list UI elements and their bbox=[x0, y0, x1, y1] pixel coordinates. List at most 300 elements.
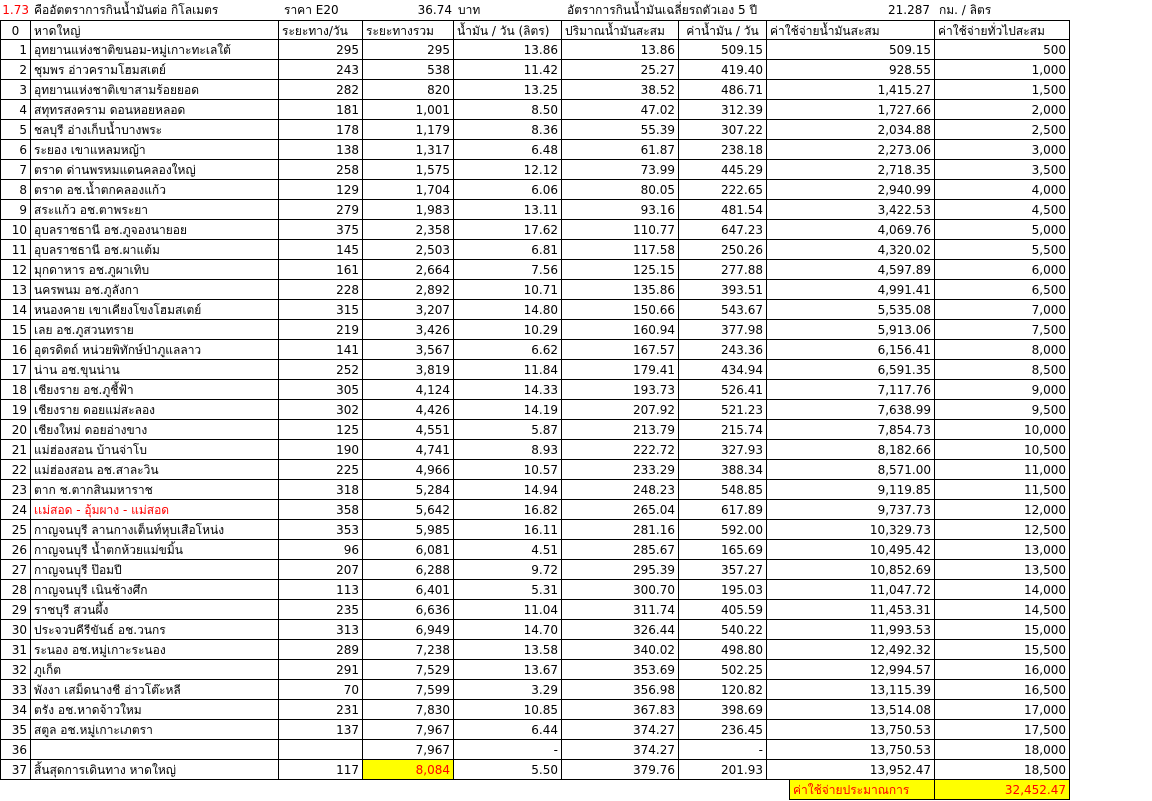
cell-fuel-cum: 367.83 bbox=[562, 700, 679, 720]
cell-no: 23 bbox=[0, 480, 31, 500]
cell-cost-cum: 7,117.76 bbox=[767, 380, 935, 400]
cell-general-cum: 18,000 bbox=[935, 740, 1070, 760]
table-row bbox=[0, 740, 1070, 760]
cell-cost-cum: 2,034.88 bbox=[767, 120, 935, 140]
cell-no: 31 bbox=[0, 640, 31, 660]
cell-cost-day: 307.22 bbox=[679, 120, 767, 140]
cell-dist-day: 282 bbox=[279, 80, 363, 100]
cell-place: แม่ฮ่องสอน อช.สาละวิน bbox=[31, 460, 279, 480]
header-no: 0 bbox=[0, 20, 31, 40]
avg-consumption-label: อัตราการกินน้ำมันเฉลี่ยรถตัวเอง 5 ปี bbox=[567, 3, 758, 17]
cell-place: อุทยานแห่งชาติขนอม-หมู่เกาะทะเลใต้ bbox=[31, 40, 279, 60]
cell-no: 15 bbox=[0, 320, 31, 340]
cell-dist-day: 258 bbox=[279, 160, 363, 180]
cell-dist-day: 295 bbox=[279, 40, 363, 60]
cell-dist-total: 6,949 bbox=[363, 620, 454, 640]
cell-general-cum: 6,500 bbox=[935, 280, 1070, 300]
cell-place: ตรัง อช.หาดจ้าวใหม bbox=[31, 700, 279, 720]
cell-cost-cum: 5,913.06 bbox=[767, 320, 935, 340]
cell-fuel-day: - bbox=[454, 740, 562, 760]
cell-no: 36 bbox=[0, 740, 31, 760]
cell-fuel-cum: 167.57 bbox=[562, 340, 679, 360]
cell-fuel-cum: 233.29 bbox=[562, 460, 679, 480]
cell-dist-day: 181 bbox=[279, 100, 363, 120]
cell-dist-total: 7,599 bbox=[363, 680, 454, 700]
cell-dist-day: 125 bbox=[279, 420, 363, 440]
cell-place: พังงา เสม็ดนางชี อ่าวโต๊ะหลี bbox=[31, 680, 279, 700]
info-row bbox=[0, 0, 1152, 20]
cell-fuel-cum: 73.99 bbox=[562, 160, 679, 180]
cell-general-cum: 7,000 bbox=[935, 300, 1070, 320]
cell-place: เลย อช.ภูสวนทราย bbox=[31, 320, 279, 340]
cell-place: กาญจนบุรี ป๊อมปี bbox=[31, 560, 279, 580]
cell-dist-total: 1,001 bbox=[363, 100, 454, 120]
cell-no: 20 bbox=[0, 420, 31, 440]
cell-dist-total: 7,967 bbox=[363, 740, 454, 760]
header-fuel-day: น้ำมัน / วัน (ลิตร) bbox=[454, 20, 562, 40]
table-row bbox=[0, 60, 1070, 80]
cell-cost-cum: 8,571.00 bbox=[767, 460, 935, 480]
cell-no: 17 bbox=[0, 360, 31, 380]
cell-fuel-day: 7.56 bbox=[454, 260, 562, 280]
cell-fuel-cum: 213.79 bbox=[562, 420, 679, 440]
cell-cost-cum: 9,737.73 bbox=[767, 500, 935, 520]
cell-cost-cum: 8,182.66 bbox=[767, 440, 935, 460]
cell-dist-total: 6,288 bbox=[363, 560, 454, 580]
cell-no: 11 bbox=[0, 240, 31, 260]
table-row bbox=[0, 380, 1070, 400]
cell-general-cum: 18,500 bbox=[935, 760, 1070, 780]
cell-cost-cum: 11,453.31 bbox=[767, 600, 935, 620]
header-row bbox=[0, 20, 1070, 40]
cell-fuel-cum: 295.39 bbox=[562, 560, 679, 580]
table-row bbox=[0, 120, 1070, 140]
cell-cost-day: 548.85 bbox=[679, 480, 767, 500]
cell-place: ชุมพร อ่าวครามโฮมสเตย์ bbox=[31, 60, 279, 80]
fuel-ratio-label: คืออัตตราการกินน้ำมันต่อ กิโลเมตร bbox=[34, 3, 219, 17]
cell-cost-cum: 509.15 bbox=[767, 40, 935, 60]
table-row bbox=[0, 100, 1070, 120]
cell-no: 37 bbox=[0, 760, 31, 780]
cell-place: ราชบุรี สวนผึ้ง bbox=[31, 600, 279, 620]
cell-fuel-day: 14.94 bbox=[454, 480, 562, 500]
cell-dist-day: 96 bbox=[279, 540, 363, 560]
cell-place: ระนอง อช.หมู่เกาะระนอง bbox=[31, 640, 279, 660]
cell-fuel-cum: 55.39 bbox=[562, 120, 679, 140]
cell-no: 10 bbox=[0, 220, 31, 240]
cell-dist-total: 2,664 bbox=[363, 260, 454, 280]
cell-dist-total: 3,819 bbox=[363, 360, 454, 380]
cell-place: ภูเก็ต bbox=[31, 660, 279, 680]
cell-dist-total: 1,704 bbox=[363, 180, 454, 200]
cell-dist-total: 2,892 bbox=[363, 280, 454, 300]
cell-cost-cum: 2,718.35 bbox=[767, 160, 935, 180]
cell-fuel-day: 9.72 bbox=[454, 560, 562, 580]
cell-dist-day: 302 bbox=[279, 400, 363, 420]
cell-fuel-cum: 222.72 bbox=[562, 440, 679, 460]
cell-cost-day: 498.80 bbox=[679, 640, 767, 660]
cell-dist-total: 5,284 bbox=[363, 480, 454, 500]
cell-dist-day: 235 bbox=[279, 600, 363, 620]
cell-cost-cum: 4,991.41 bbox=[767, 280, 935, 300]
cell-no: 21 bbox=[0, 440, 31, 460]
estimated-cost-label: ค่าใช้จ่ายประมาณการ bbox=[789, 780, 935, 800]
cell-fuel-cum: 61.87 bbox=[562, 140, 679, 160]
cell-cost-day: 222.65 bbox=[679, 180, 767, 200]
cell-dist-day: 315 bbox=[279, 300, 363, 320]
cell-fuel-day: 6.62 bbox=[454, 340, 562, 360]
cell-dist-total: 3,207 bbox=[363, 300, 454, 320]
cell-fuel-cum: 93.16 bbox=[562, 200, 679, 220]
cell-dist-day: 113 bbox=[279, 580, 363, 600]
cell-no: 1 bbox=[0, 40, 31, 60]
cell-general-cum: 15,500 bbox=[935, 640, 1070, 660]
cell-dist-total: 7,967 bbox=[363, 720, 454, 740]
cell-place: หนองคาย เขาเคียงโขงโฮมสเตย์ bbox=[31, 300, 279, 320]
price-value: 36.74 bbox=[417, 3, 452, 17]
cell-cost-cum: 7,638.99 bbox=[767, 400, 935, 420]
estimated-cost-value: 32,452.47 bbox=[935, 780, 1070, 800]
table-row bbox=[0, 600, 1070, 620]
cell-cost-day: 195.03 bbox=[679, 580, 767, 600]
cell-fuel-day: 13.11 bbox=[454, 200, 562, 220]
cell-cost-cum: 13,514.08 bbox=[767, 700, 935, 720]
cell-cost-day: 526.41 bbox=[679, 380, 767, 400]
table-row bbox=[0, 220, 1070, 240]
cell-dist-total: 1,983 bbox=[363, 200, 454, 220]
cell-no: 13 bbox=[0, 280, 31, 300]
cell-no: 4 bbox=[0, 100, 31, 120]
header-cost-day: ค่าน้ำมัน / วัน bbox=[679, 20, 767, 40]
cell-dist-day: 190 bbox=[279, 440, 363, 460]
cell-dist-day: 70 bbox=[279, 680, 363, 700]
cell-general-cum: 1,000 bbox=[935, 60, 1070, 80]
cell-fuel-day: 11.04 bbox=[454, 600, 562, 620]
cell-general-cum: 4,500 bbox=[935, 200, 1070, 220]
cell-place: สทุทรสงคราม ดอนหอยหลอด bbox=[31, 100, 279, 120]
cell-cost-cum: 7,854.73 bbox=[767, 420, 935, 440]
cell-no: 26 bbox=[0, 540, 31, 560]
table-row bbox=[0, 440, 1070, 460]
table-row bbox=[0, 180, 1070, 200]
cell-no: 9 bbox=[0, 200, 31, 220]
cell-cost-day: 419.40 bbox=[679, 60, 767, 80]
cell-fuel-cum: 38.52 bbox=[562, 80, 679, 100]
table-row bbox=[0, 560, 1070, 580]
cell-fuel-day: 6.81 bbox=[454, 240, 562, 260]
cell-fuel-cum: 281.16 bbox=[562, 520, 679, 540]
cell-dist-total: 2,503 bbox=[363, 240, 454, 260]
cell-no: 33 bbox=[0, 680, 31, 700]
avg-consumption-value: 21.287 bbox=[888, 3, 930, 17]
cell-cost-cum: 2,940.99 bbox=[767, 180, 935, 200]
cell-cost-day: 201.93 bbox=[679, 760, 767, 780]
table-row bbox=[0, 340, 1070, 360]
cell-no: 6 bbox=[0, 140, 31, 160]
cell-fuel-day: 16.82 bbox=[454, 500, 562, 520]
cell-fuel-day: 11.84 bbox=[454, 360, 562, 380]
cell-fuel-cum: 110.77 bbox=[562, 220, 679, 240]
header-fuel-cum: ปริมาณน้ำมันสะสม bbox=[562, 20, 679, 40]
cell-fuel-cum: 135.86 bbox=[562, 280, 679, 300]
cell-place: อุทยานแห่งชาติเขาสามร้อยยอด bbox=[31, 80, 279, 100]
cell-place: ชลบุรี อ่างเก็บน้ำบางพระ bbox=[31, 120, 279, 140]
table-row bbox=[0, 40, 1070, 60]
cell-dist-day: 138 bbox=[279, 140, 363, 160]
cell-fuel-day: 10.29 bbox=[454, 320, 562, 340]
cell-dist-day: 243 bbox=[279, 60, 363, 80]
cell-fuel-cum: 356.98 bbox=[562, 680, 679, 700]
cell-place: สตูล อช.หมู่เกาะเภตรา bbox=[31, 720, 279, 740]
cell-no: 16 bbox=[0, 340, 31, 360]
cell-dist-day: 279 bbox=[279, 200, 363, 220]
cell-fuel-cum: 340.02 bbox=[562, 640, 679, 660]
table-row bbox=[0, 460, 1070, 480]
cell-dist-day: 358 bbox=[279, 500, 363, 520]
cell-dist-total: 5,985 bbox=[363, 520, 454, 540]
cell-general-cum: 16,000 bbox=[935, 660, 1070, 680]
table-row bbox=[0, 660, 1070, 680]
cell-dist-total: 1,179 bbox=[363, 120, 454, 140]
cell-place: นครพนม อช.ภูลังกา bbox=[31, 280, 279, 300]
cell-cost-day: 502.25 bbox=[679, 660, 767, 680]
cell-place: น่าน อช.ขุนน่าน bbox=[31, 360, 279, 380]
cell-cost-day: 165.69 bbox=[679, 540, 767, 560]
cell-cost-cum: 13,750.53 bbox=[767, 720, 935, 740]
header-general-cum: ค่าใช้จ่ายทั่วไปสะสม bbox=[935, 20, 1070, 40]
cell-dist-day: 305 bbox=[279, 380, 363, 400]
cell-fuel-day: 16.11 bbox=[454, 520, 562, 540]
cell-no: 32 bbox=[0, 660, 31, 680]
cell-dist-day: 178 bbox=[279, 120, 363, 140]
cell-fuel-day: 14.80 bbox=[454, 300, 562, 320]
cell-dist-total: 8,084 bbox=[363, 760, 454, 780]
cell-place: ระยอง เขาแหลมหญ้า bbox=[31, 140, 279, 160]
cell-fuel-cum: 80.05 bbox=[562, 180, 679, 200]
cell-cost-cum: 11,993.53 bbox=[767, 620, 935, 640]
cell-dist-day: 231 bbox=[279, 700, 363, 720]
cell-dist-day: 252 bbox=[279, 360, 363, 380]
cell-cost-day: 393.51 bbox=[679, 280, 767, 300]
cell-dist-day: 207 bbox=[279, 560, 363, 580]
cell-cost-day: 215.74 bbox=[679, 420, 767, 440]
cell-general-cum: 1,500 bbox=[935, 80, 1070, 100]
cell-general-cum: 7,500 bbox=[935, 320, 1070, 340]
cell-cost-cum: 4,597.89 bbox=[767, 260, 935, 280]
cell-fuel-day: 13.58 bbox=[454, 640, 562, 660]
cell-fuel-cum: 179.41 bbox=[562, 360, 679, 380]
cell-place: เชียงใหม่ ดอยอ่างขาง bbox=[31, 420, 279, 440]
cell-cost-cum: 13,115.39 bbox=[767, 680, 935, 700]
cell-general-cum: 14,000 bbox=[935, 580, 1070, 600]
cell-dist-total: 6,081 bbox=[363, 540, 454, 560]
cell-cost-day: - bbox=[679, 740, 767, 760]
cell-cost-cum: 4,320.02 bbox=[767, 240, 935, 260]
cell-place: ตราด อช.น้ำตกคลองแก้ว bbox=[31, 180, 279, 200]
cell-cost-day: 592.00 bbox=[679, 520, 767, 540]
table-row bbox=[0, 680, 1070, 700]
table-row bbox=[0, 580, 1070, 600]
cell-dist-day: 219 bbox=[279, 320, 363, 340]
cell-fuel-day: 13.25 bbox=[454, 80, 562, 100]
cell-fuel-cum: 374.27 bbox=[562, 720, 679, 740]
cell-fuel-day: 4.51 bbox=[454, 540, 562, 560]
cell-fuel-cum: 300.70 bbox=[562, 580, 679, 600]
cell-dist-day: 291 bbox=[279, 660, 363, 680]
cell-general-cum: 17,500 bbox=[935, 720, 1070, 740]
cell-fuel-cum: 248.23 bbox=[562, 480, 679, 500]
cell-no: 24 bbox=[0, 500, 31, 520]
table-row bbox=[0, 640, 1070, 660]
table-row bbox=[0, 360, 1070, 380]
cell-dist-day: 225 bbox=[279, 460, 363, 480]
cell-cost-day: 405.59 bbox=[679, 600, 767, 620]
table-row bbox=[0, 280, 1070, 300]
cell-fuel-day: 6.48 bbox=[454, 140, 562, 160]
cell-fuel-day: 10.85 bbox=[454, 700, 562, 720]
cell-dist-total: 3,567 bbox=[363, 340, 454, 360]
cell-no: 12 bbox=[0, 260, 31, 280]
header-dist-total: ระยะทางรวม bbox=[363, 20, 454, 40]
cell-general-cum: 9,000 bbox=[935, 380, 1070, 400]
cell-general-cum: 17,000 bbox=[935, 700, 1070, 720]
cell-dist-total: 820 bbox=[363, 80, 454, 100]
cell-cost-cum: 4,069.76 bbox=[767, 220, 935, 240]
price-label: ราคา E20 bbox=[284, 3, 339, 17]
cell-place bbox=[31, 740, 279, 760]
cell-cost-day: 312.39 bbox=[679, 100, 767, 120]
cell-dist-day: 375 bbox=[279, 220, 363, 240]
cell-cost-day: 486.71 bbox=[679, 80, 767, 100]
cell-cost-cum: 10,852.69 bbox=[767, 560, 935, 580]
cell-place: ประจวบคีรีขันธ์ อช.วนกร bbox=[31, 620, 279, 640]
cell-fuel-day: 8.93 bbox=[454, 440, 562, 460]
cell-cost-day: 238.18 bbox=[679, 140, 767, 160]
cell-cost-day: 327.93 bbox=[679, 440, 767, 460]
cell-cost-cum: 10,495.42 bbox=[767, 540, 935, 560]
cell-general-cum: 13,500 bbox=[935, 560, 1070, 580]
cell-dist-total: 4,966 bbox=[363, 460, 454, 480]
cell-general-cum: 12,000 bbox=[935, 500, 1070, 520]
cell-general-cum: 500 bbox=[935, 40, 1070, 60]
cell-dist-total: 1,575 bbox=[363, 160, 454, 180]
cell-place: อุบลราชธานี อช.ภูจองนายอย bbox=[31, 220, 279, 240]
cell-cost-day: 647.23 bbox=[679, 220, 767, 240]
cell-dist-total: 6,401 bbox=[363, 580, 454, 600]
cell-cost-cum: 5,535.08 bbox=[767, 300, 935, 320]
cell-no: 30 bbox=[0, 620, 31, 640]
cell-cost-day: 540.22 bbox=[679, 620, 767, 640]
cell-fuel-day: 6.06 bbox=[454, 180, 562, 200]
cell-place: สิ้นสุดการเดินทาง หาดใหญ่ bbox=[31, 760, 279, 780]
table-row bbox=[0, 500, 1070, 520]
cell-place: ตราด ด่านพรหมแดนคลองใหญ่ bbox=[31, 160, 279, 180]
cell-no: 27 bbox=[0, 560, 31, 580]
cell-general-cum: 12,500 bbox=[935, 520, 1070, 540]
cell-fuel-day: 5.87 bbox=[454, 420, 562, 440]
cell-cost-cum: 11,047.72 bbox=[767, 580, 935, 600]
cell-dist-total: 4,551 bbox=[363, 420, 454, 440]
cell-fuel-cum: 193.73 bbox=[562, 380, 679, 400]
cell-no: 5 bbox=[0, 120, 31, 140]
table-row bbox=[0, 720, 1070, 740]
table-row bbox=[0, 520, 1070, 540]
table-row bbox=[0, 80, 1070, 100]
cell-cost-cum: 13,952.47 bbox=[767, 760, 935, 780]
cell-dist-total: 4,426 bbox=[363, 400, 454, 420]
cell-no: 25 bbox=[0, 520, 31, 540]
cell-fuel-cum: 285.67 bbox=[562, 540, 679, 560]
table-row bbox=[0, 400, 1070, 420]
summary-row bbox=[0, 780, 1070, 800]
cell-dist-day: 129 bbox=[279, 180, 363, 200]
cell-cost-day: 388.34 bbox=[679, 460, 767, 480]
table-row bbox=[0, 480, 1070, 500]
avg-consumption-unit: กม. / ลิตร bbox=[939, 3, 992, 17]
cell-dist-total: 4,741 bbox=[363, 440, 454, 460]
cell-cost-cum: 10,329.73 bbox=[767, 520, 935, 540]
cell-general-cum: 15,000 bbox=[935, 620, 1070, 640]
cell-fuel-day: 12.12 bbox=[454, 160, 562, 180]
cell-no: 7 bbox=[0, 160, 31, 180]
cell-cost-day: 277.88 bbox=[679, 260, 767, 280]
cell-place: เเม่สอด - อุ้มผาง - แม่สอด bbox=[31, 500, 279, 520]
cell-dist-total: 6,636 bbox=[363, 600, 454, 620]
header-dist-day: ระยะทาง/วัน bbox=[279, 20, 363, 40]
cell-no: 22 bbox=[0, 460, 31, 480]
cell-fuel-day: 14.19 bbox=[454, 400, 562, 420]
cell-general-cum: 2,000 bbox=[935, 100, 1070, 120]
cell-place: กาญจนบุรี น้ำตกห้วยแม่ขมิ้น bbox=[31, 540, 279, 560]
cell-dist-total: 5,642 bbox=[363, 500, 454, 520]
cell-dist-total: 4,124 bbox=[363, 380, 454, 400]
cell-cost-day: 521.23 bbox=[679, 400, 767, 420]
cell-general-cum: 9,500 bbox=[935, 400, 1070, 420]
table-row bbox=[0, 260, 1070, 280]
table-row bbox=[0, 300, 1070, 320]
cell-no: 35 bbox=[0, 720, 31, 740]
cell-cost-day: 481.54 bbox=[679, 200, 767, 220]
cell-dist-day: 161 bbox=[279, 260, 363, 280]
table-row bbox=[0, 240, 1070, 260]
cell-dist-total: 7,830 bbox=[363, 700, 454, 720]
cell-fuel-day: 5.31 bbox=[454, 580, 562, 600]
cell-place: อุบลราชธานี อช.ผาแต้ม bbox=[31, 240, 279, 260]
cell-fuel-cum: 117.58 bbox=[562, 240, 679, 260]
cell-cost-cum: 12,994.57 bbox=[767, 660, 935, 680]
cell-fuel-cum: 25.27 bbox=[562, 60, 679, 80]
cell-fuel-cum: 353.69 bbox=[562, 660, 679, 680]
cell-fuel-day: 17.62 bbox=[454, 220, 562, 240]
cell-fuel-day: 3.29 bbox=[454, 680, 562, 700]
cell-fuel-cum: 125.15 bbox=[562, 260, 679, 280]
cell-cost-cum: 12,492.32 bbox=[767, 640, 935, 660]
cell-cost-day: 250.26 bbox=[679, 240, 767, 260]
cell-general-cum: 16,500 bbox=[935, 680, 1070, 700]
cell-place: อุตรดิตถ์ หน่วยพิทักษ์ป่าภูแลลาว bbox=[31, 340, 279, 360]
cell-general-cum: 10,500 bbox=[935, 440, 1070, 460]
cell-fuel-day: 13.67 bbox=[454, 660, 562, 680]
cell-cost-day: 243.36 bbox=[679, 340, 767, 360]
cell-fuel-cum: 150.66 bbox=[562, 300, 679, 320]
cell-general-cum: 5,000 bbox=[935, 220, 1070, 240]
cell-fuel-day: 10.71 bbox=[454, 280, 562, 300]
cell-no: 28 bbox=[0, 580, 31, 600]
cell-dist-day: 353 bbox=[279, 520, 363, 540]
cell-fuel-cum: 13.86 bbox=[562, 40, 679, 60]
cell-general-cum: 6,000 bbox=[935, 260, 1070, 280]
cell-fuel-day: 8.50 bbox=[454, 100, 562, 120]
